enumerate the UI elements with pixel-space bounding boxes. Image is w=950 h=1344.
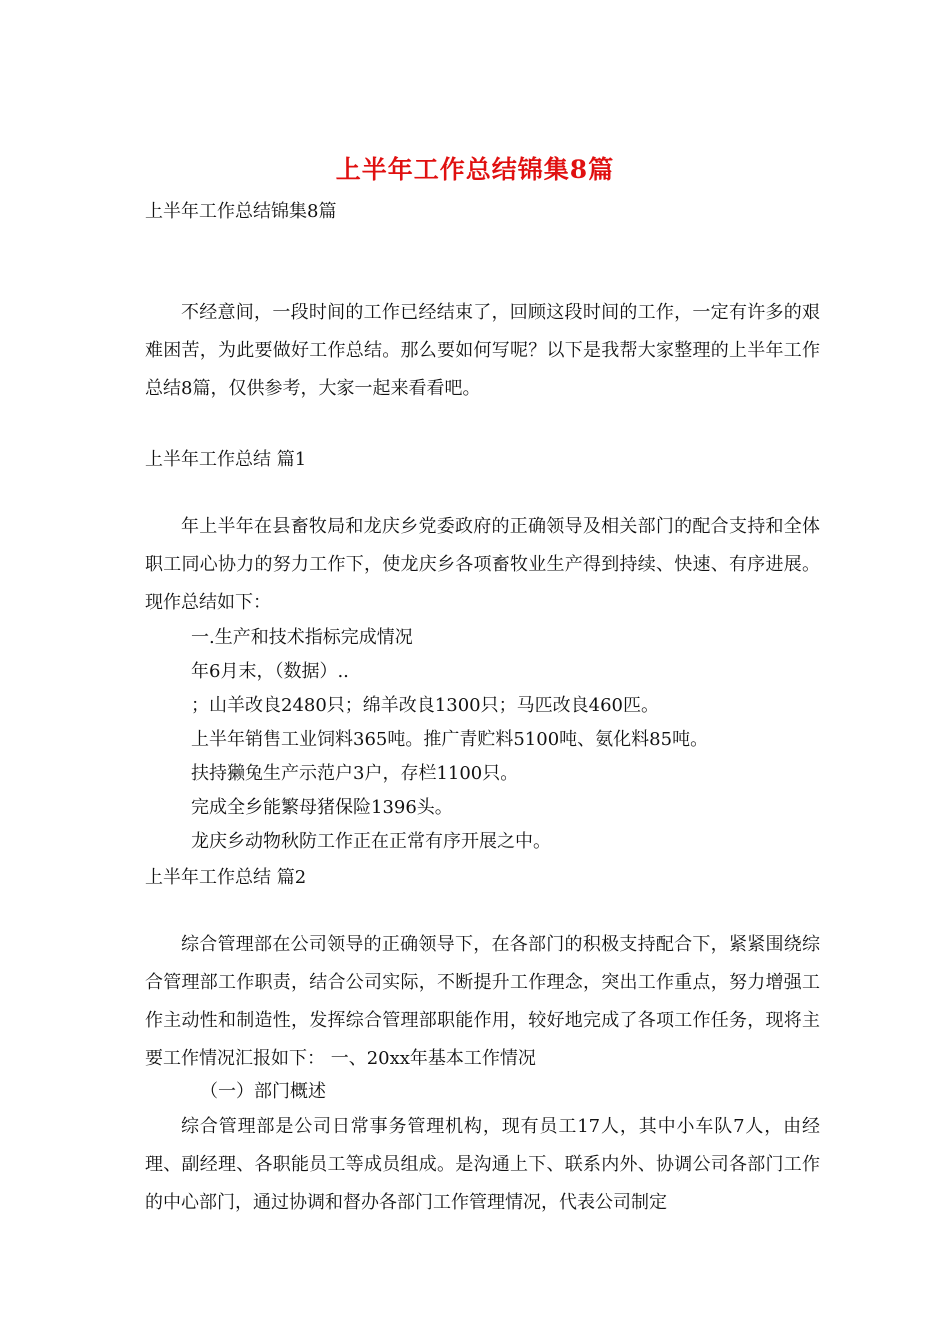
section1-paragraph: 年上半年在县畜牧局和龙庆乡党委政府的正确领导及相关部门的配合支持和全体职工同心协力的努力工作下，使龙庆乡各项畜牧业生产得到持续、快速、有序进展。现作总结如下： bbox=[145, 516, 820, 613]
intro-paragraph: 不经意间，一段时间的工作已经结束了，回顾这段时间的工作，一定有许多的艰难困苦，为此要做好工作总结。那么要如何写呢？以下是我帮大家整理的上半年工作总结8篇，仅供参考，大家一起来看看吧。 bbox=[145, 302, 820, 399]
document-title: 上半年工作总结锦集8篇 bbox=[335, 155, 615, 184]
section1-item: 上半年销售工业饲料365吨。推广青贮料5100吨、氨化料85吨。 bbox=[191, 729, 709, 750]
section2-paragraph-2: 综合管理部是公司日常事务管理机构，现有员工17人，其中小车队7人，由经理、副经理、各职能员工等成员组成。是沟通上下、联系内外、协调公司各部门工作的中心部门，通过协调和督办各部门工作管理情况，代表公司制定 bbox=[145, 1116, 820, 1213]
section-heading-1: 上半年工作总结 篇1 bbox=[145, 449, 307, 470]
section1-item: 完成全乡能繁母猪保险1396头。 bbox=[191, 797, 453, 818]
section1-item: 年6月末，（数据）.. bbox=[191, 661, 349, 682]
section2-paragraph-1: 综合管理部在公司领导的正确领导下，在各部门的积极支持配合下，紧紧围绕综合管理部工作职责，结合公司实际，不断提升工作理念，突出工作重点，努力增强工作主动性和制造性，发挥综合管理部职能作用，较好地完成了各项工作任务，现将主要工作情况汇报如下： 一、20xx年基本工作情况 bbox=[145, 934, 820, 1069]
section1-item: ；山羊改良2480只；绵羊改良1300只；马匹改良460匹。 bbox=[191, 695, 659, 716]
section-heading-2: 上半年工作总结 篇2 bbox=[145, 867, 307, 888]
document-subtitle: 上半年工作总结锦集8篇 bbox=[145, 201, 337, 222]
section1-item: 扶持獭兔生产示范户3户，存栏1100只。 bbox=[191, 763, 519, 784]
section1-item: 一.生产和技术指标完成情况 bbox=[191, 627, 413, 648]
section1-item: 龙庆乡动物秋防工作正在正常有序开展之中。 bbox=[191, 831, 551, 852]
section2-subheading: （一）部门概述 bbox=[200, 1081, 326, 1102]
